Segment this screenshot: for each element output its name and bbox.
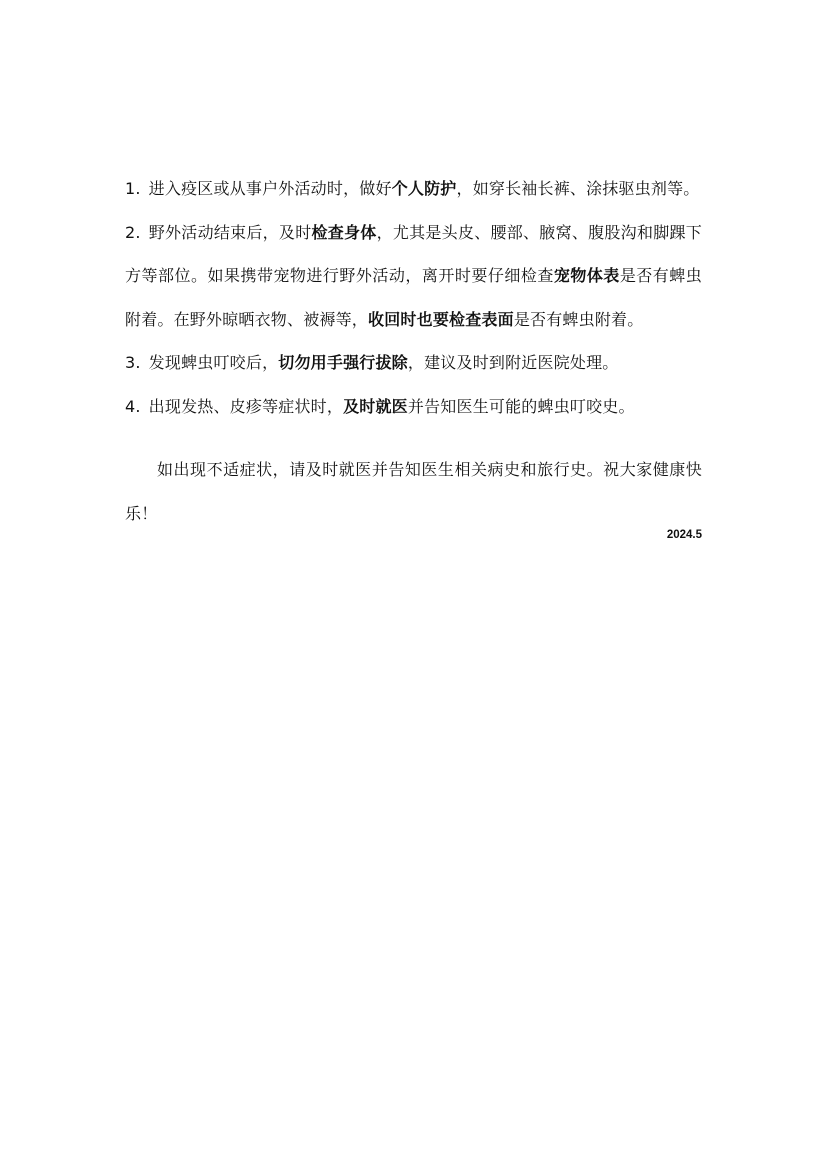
- item-emphasis: 宠物体表: [553, 266, 620, 285]
- item-text: ，如穿长袖长裤、涂抹驱虫剂等。: [456, 179, 700, 198]
- item-text: 进入疫区或从事户外活动时，做好: [148, 179, 392, 198]
- advice-list: [125, 167, 702, 428]
- item-text: ，尤其是头皮、腰部、腋窝、腹股沟和脚踝下方等部位。如果携带宠物进行野外活动，离开时要仔细检查: [125, 222, 702, 285]
- advice-item-2: [125, 211, 702, 342]
- item-number: 4.: [125, 396, 141, 416]
- item-text: 并告知医生可能的蜱虫叮咬史。: [407, 396, 635, 416]
- item-text: 发现蜱虫叮咬后，: [148, 353, 279, 372]
- item-emphasis: 检查身体: [311, 222, 377, 242]
- item-number: 3.: [125, 353, 141, 372]
- item-text: 出现发热、皮疹等症状时，: [148, 396, 344, 416]
- item-emphasis: 个人防护: [391, 179, 457, 198]
- advice-item-3: [125, 341, 702, 385]
- item-number: 1.: [125, 179, 141, 198]
- item-text: 是否有蜱虫附着。: [513, 309, 644, 329]
- item-emphasis: 切勿用手强行拔除: [278, 353, 408, 372]
- item-emphasis: 收回时也要检查表面: [368, 309, 514, 329]
- item-emphasis: 及时就医: [343, 396, 408, 416]
- item-text: ，建议及时到附近医院处理。: [407, 353, 619, 372]
- advice-item-1: [125, 167, 702, 211]
- closing-paragraph: 如出现不适症状，请及时就医并告知医生相关病史和旅行史。祝大家健康快乐！: [125, 460, 702, 523]
- document-date: 2024.5: [666, 529, 702, 541]
- item-text: 野外活动结束后，及时: [148, 222, 312, 242]
- advice-item-4: [125, 385, 702, 429]
- item-text: 是否有蜱虫附着。在野外晾晒衣物、被褥等，: [125, 266, 702, 329]
- document-body: [125, 167, 702, 541]
- item-number: 2.: [125, 222, 141, 242]
